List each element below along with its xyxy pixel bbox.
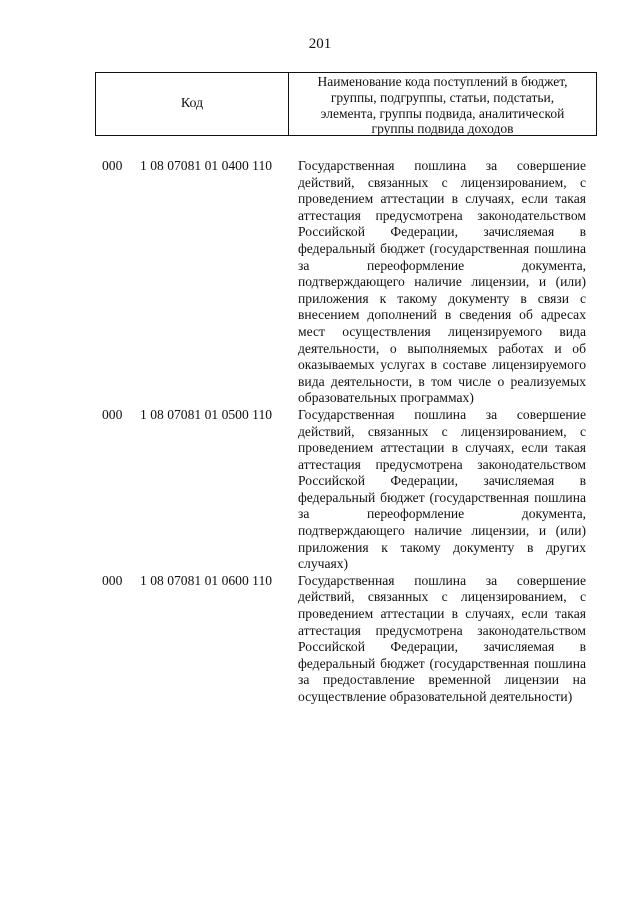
- header-name-line: элемента, группы подвида, аналитической: [320, 105, 565, 121]
- header-name-line: Наименование кода поступлений в бюджет,: [317, 74, 568, 89]
- page-number: 201: [308, 36, 332, 52]
- budget-code: 1 08 07081 01 0600 110: [140, 572, 273, 588]
- admin-code: 000: [102, 406, 123, 422]
- budget-code: 1 08 07081 01 0500 110: [140, 406, 273, 422]
- header-name-line: группы, подгруппы, статьи, подстатьи,: [330, 89, 555, 105]
- table-row: [0, 158, 640, 407]
- admin-code: 000: [102, 158, 123, 173]
- admin-code: 000: [102, 572, 123, 588]
- header-name-line: группы подвида доходов: [371, 121, 514, 137]
- header-name-column: [289, 73, 596, 135]
- budget-code: 1 08 07081 01 0400 110: [140, 158, 273, 173]
- row-description: Государственная пошлина за совершение действий, связанных с лицензированием, с проведением аттестации в случаях, если такая аттестация предусмотрена законодательством Российской Федерации, зачисляемая в федеральный бюджет (государственная пошлина за переоформление документа, подтверждающего наличие лицензии, и (или) приложения к такому документу в других случаях): [298, 406, 586, 572]
- table-header: [95, 72, 597, 136]
- row-description: Государственная пошлина за совершение действий, связанных с лицензированием, с проведением аттестации в случаях, если такая аттестация предусмотрена законодательством Российской Федерации, зачисляемая в федеральный бюджет (государственная пошлина за переоформление документа, подтверждающего наличие лицензии, и (или) приложения к такому документу в связи с внесением дополнений в сведения об адресах мест осуществления лицензируемого вида деятельности, о выполняемых работах и об оказываемых услугах в составе лицензируемого вида деятельности, в том числе о реализуемых образовательных программах): [298, 158, 586, 406]
- table-row: [0, 573, 640, 706]
- row-description: Государственная пошлина за совершение действий, связанных с лицензированием, с проведением аттестации в случаях, если такая аттестация предусмотрена законодательством Российской Федерации, зачисляемая в федеральный бюджет (государственная пошлина за предоставление временной лицензии на осуществление образовательной деятельности): [298, 572, 586, 704]
- header-code-column: Код: [96, 73, 289, 135]
- table-row: [0, 407, 640, 573]
- table-body: [0, 158, 640, 706]
